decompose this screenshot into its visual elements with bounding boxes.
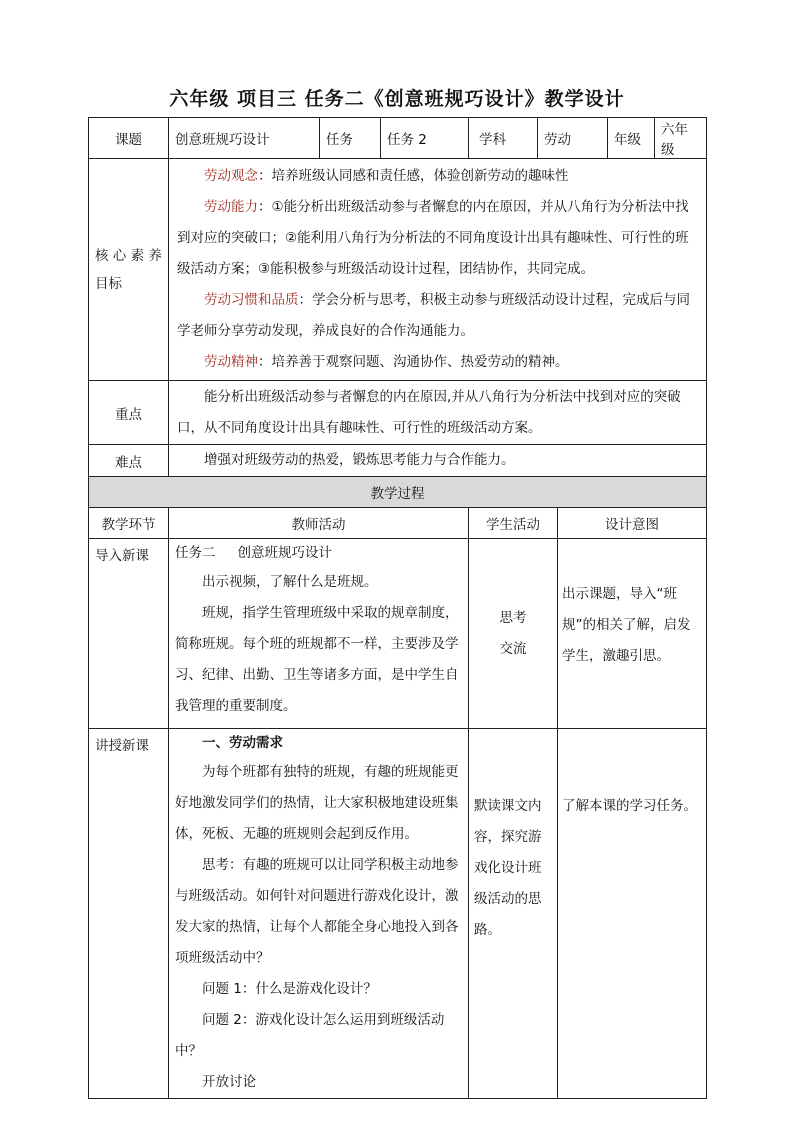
intro-student-line: 交流 [499, 640, 527, 657]
info-row [89, 118, 707, 159]
topic-label: 课题 [89, 118, 169, 159]
core-item-key: 劳动习惯和品质 [204, 292, 299, 308]
key-point-text: 能分析出班级活动参与者懈怠的内在原因,并从八角行为分析法中找到对应的突破口，从不同角度设计出具有趣味性、可行性的班级活动方案。 [177, 388, 681, 436]
core-item-text: ：①能分析出班级活动参与者懈怠的内在原因，并从八角行为分析法中找到对应的突破口；②能利用八角行为分析法的不同角度设计出具有趣味性、可行性的班级活动方案；③能积极参与班级活动设计过程，团结协作，共同完成。 [177, 199, 689, 277]
core-item-key: 劳动观念 [204, 168, 258, 184]
lecture-stage: 讲授新课 [89, 729, 169, 1099]
core-item [177, 285, 698, 347]
task-label: 任务 [320, 118, 381, 159]
lecture-row [89, 729, 707, 1099]
core-item-text: ：培养善于观察问题、沟通协作、热爱劳动的精神。 [258, 354, 569, 370]
intro-teacher [169, 539, 469, 729]
process-header-row [89, 508, 707, 539]
intro-paragraph: 出示视频，了解什么是班规。 [202, 574, 378, 590]
header-stage: 教学环节 [89, 508, 169, 539]
topic-value: 创意班规巧设计 [169, 118, 320, 159]
intro-heading [175, 539, 462, 567]
header-teacher: 教师活动 [169, 508, 469, 539]
core-item [177, 192, 698, 285]
intro-row [89, 539, 707, 729]
process-title-row [89, 477, 707, 508]
key-point-row [89, 381, 707, 445]
lecture-heading: 一、劳动需求 [202, 735, 283, 751]
difficulty-label: 难点 [89, 445, 169, 477]
intro-stage: 导入新课 [89, 539, 169, 729]
grade-value: 六年级 [655, 118, 707, 159]
difficulty-row [89, 445, 707, 477]
core-item-key: 劳动精神 [204, 354, 258, 370]
page-title: 六年级 项目三 任务二《创意班规巧设计》教学设计 [169, 88, 625, 110]
lesson-plan-table [88, 117, 707, 1099]
key-point-label: 重点 [89, 381, 169, 445]
core-item-text: ：培养班级认同感和责任感，体验创新劳动的趣味性 [258, 168, 569, 184]
intro-paragraph: 班规，指学生管理班级中采取的规章制度，简称班规。每个班的班规都不一样，主要涉及学习、纪律、出勤、卫生等诸多方面，是中学生自我管理的重要制度。 [175, 605, 459, 714]
header-intent: 设计意图 [558, 508, 707, 539]
core-item [177, 347, 698, 378]
lecture-question: 问题 2：游戏化设计怎么运用到班级活动中？ [175, 1012, 445, 1059]
process-title: 教学过程 [89, 477, 707, 508]
lecture-question: 问题 1：什么是游戏化设计？ [202, 981, 377, 997]
intro-intent [558, 539, 707, 729]
core-item-key: 劳动能力 [204, 199, 258, 215]
subject-value: 劳动 [538, 118, 608, 159]
task-value: 任务 2 [381, 118, 469, 159]
grade-label: 年级 [608, 118, 655, 159]
difficulty-text: 增强对班级劳动的热爱，锻炼思考能力与合作能力。 [204, 452, 515, 468]
intro-student [469, 539, 558, 729]
core-label: 核 心 素 养 目标 [89, 159, 169, 381]
intro-intent-text: 出示课题，导入“班规”的相关了解，启发学生，激趣引思。 [562, 586, 691, 664]
intro-heading-a: 任务二 [175, 545, 216, 561]
intro-student-line: 思考 [499, 609, 527, 626]
key-point-content [169, 381, 707, 445]
lecture-student [469, 729, 558, 1099]
lecture-discuss: 开放讨论 [202, 1074, 256, 1090]
core-content [169, 159, 707, 381]
lecture-paragraph: 为每个班都有独特的班规，有趣的班规能更好地激发同学们的热情，让大家积极地建设班集体，死板、无趣的班规则会起到反作用。 [175, 764, 459, 842]
lecture-paragraph: 思考：有趣的班规可以让同学积极主动地参与班级活动。如何针对问题进行游戏化设计，激发大家的热情，让每个人都能全身心地投入到各项班级活动中？ [175, 857, 459, 966]
core-item-text: ：学会分析与思考，积极主动参与班级活动设计过程，完成后与同学老师分享劳动发现，养成良好的合作沟通能力。 [177, 292, 690, 339]
intro-heading-b: 创意班规巧设计 [237, 545, 332, 561]
lecture-intent-text: 了解本课的学习任务。 [562, 798, 697, 814]
difficulty-content [169, 445, 707, 477]
lecture-teacher [169, 729, 469, 1099]
subject-label: 学科 [469, 118, 538, 159]
lecture-student-text: 默读课文内容，探究游戏化设计班级活动的思路。 [474, 798, 542, 938]
core-literacy-row [89, 159, 707, 381]
lecture-intent [558, 729, 707, 1099]
header-student: 学生活动 [469, 508, 558, 539]
core-item [177, 161, 698, 192]
